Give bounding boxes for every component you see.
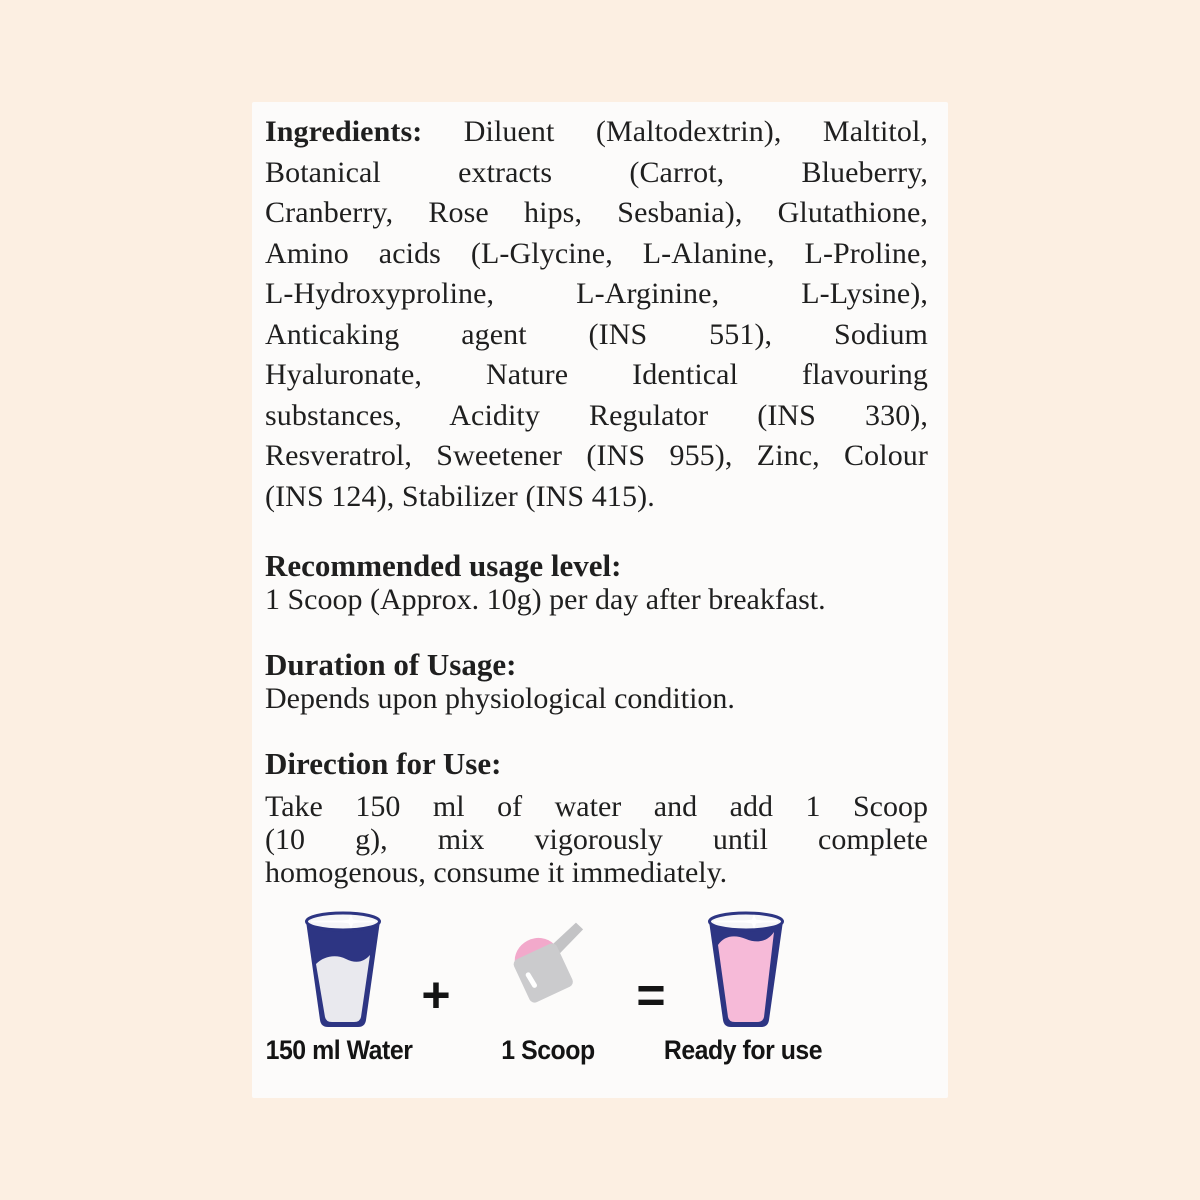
ingredients-line: (INS 124), Stabilizer (INS 415). xyxy=(265,479,655,513)
duration-of-usage-text: Depends upon physiological condition. xyxy=(265,682,735,715)
direction-line: Take 150 ml of water and add 1 Scoop xyxy=(265,790,928,823)
mixing-diagram xyxy=(265,911,928,1076)
ingredients-line: Botanical extracts (Carrot, Blueberry, xyxy=(265,155,928,189)
ready-glass-icon xyxy=(706,911,786,1031)
ingredients-line xyxy=(265,112,928,153)
recommended-usage-section xyxy=(265,548,928,616)
ingredients-line: Hyaluronate, Nature Identical flavouring xyxy=(265,358,928,391)
scoop-icon xyxy=(501,921,601,1021)
duration-of-usage-heading: Duration of Usage: xyxy=(265,647,517,682)
direction-for-use-text xyxy=(265,790,928,889)
recommended-usage-heading: Recommended usage level: xyxy=(265,548,622,583)
ingredients-text: Diluent (Maltodextrin), Maltitol, xyxy=(463,115,928,148)
plus-sign: + xyxy=(421,967,451,1023)
direction-for-use-section xyxy=(265,746,928,889)
label-card xyxy=(252,102,948,1098)
recommended-usage-text: 1 Scoop (Approx. 10g) per day after breakfast. xyxy=(265,583,826,616)
direction-line: homogenous, consume it immediately. xyxy=(265,856,728,889)
ready-label: Ready for use xyxy=(663,1035,823,1065)
equals-sign: = xyxy=(636,967,666,1023)
ingredients-line: Amino acids (L-Glycine, L-Alanine, L-Proline, xyxy=(265,236,928,270)
water-label: 150 ml Water xyxy=(265,1035,413,1065)
ingredients-line: substances, Acidity Regulator (INS 330), xyxy=(265,398,928,432)
water-glass-icon xyxy=(303,911,383,1031)
ingredients-line: L-Hydroxyproline, L-Arginine, L-Lysine), xyxy=(265,277,928,310)
ingredients-heading: Ingredients: xyxy=(265,115,423,148)
ingredients-line: Resveratrol, Sweetener (INS 955), Zinc, Colour xyxy=(265,439,928,472)
scoop-label: 1 Scoop xyxy=(501,1035,595,1065)
direction-for-use-heading: Direction for Use: xyxy=(265,746,502,781)
duration-of-usage-section xyxy=(265,647,928,715)
ingredients-section xyxy=(265,112,928,517)
ingredients-line: Cranberry, Rose hips, Sesbania), Glutathione, xyxy=(265,196,928,229)
direction-line: (10 g), mix vigorously until complete xyxy=(265,823,928,856)
ingredients-line: Anticaking agent (INS 551), Sodium xyxy=(265,317,928,351)
